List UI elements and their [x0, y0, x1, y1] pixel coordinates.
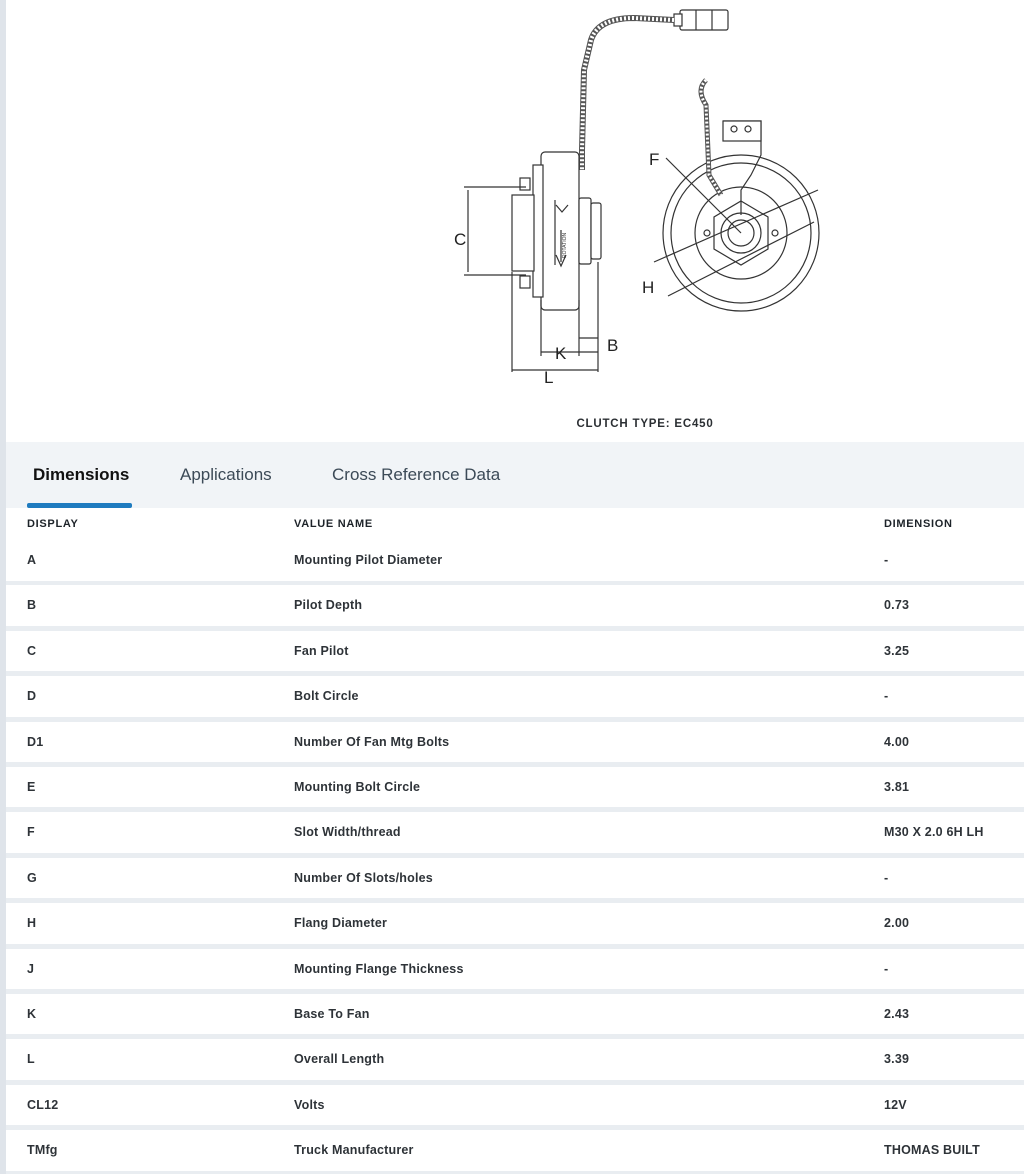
clutch-type-caption: CLUTCH TYPE: EC450 [576, 418, 714, 430]
cell-value-name: Bolt Circle [294, 689, 359, 704]
tab-bar [6, 442, 1024, 508]
cell-dimension: 3.81 [884, 779, 910, 794]
header-value-name: VALUE NAME [294, 518, 373, 530]
table-row [6, 994, 1024, 1035]
cell-dimension: 12V [884, 1097, 907, 1112]
cell-display: A [27, 553, 37, 567]
cell-value-name: Volts [294, 1097, 325, 1112]
cell-display: J [27, 961, 35, 976]
cell-dimension: 3.39 [884, 1052, 910, 1067]
cell-value-name: Mounting Flange Thickness [294, 961, 464, 976]
cell-dimension: 3.25 [884, 643, 910, 658]
rotation-text: ROTATION [562, 232, 568, 258]
cell-value-name: Fan Pilot [294, 643, 349, 658]
header-display: DISPLAY [27, 518, 79, 530]
cell-display: CL12 [27, 1097, 59, 1112]
cell-value-name: Mounting Bolt Circle [294, 779, 421, 794]
clutch-side-body [541, 152, 579, 310]
table-header [6, 508, 1024, 540]
cell-value-name: Number Of Slots/holes [294, 870, 433, 885]
tab-cross-reference-data[interactable]: Cross Reference Data [332, 465, 501, 484]
cell-value-name: Flang Diameter [294, 916, 388, 931]
cell-display: D1 [27, 734, 44, 749]
table-row [6, 858, 1024, 899]
table-row [6, 949, 1024, 990]
cell-display: F [27, 825, 35, 840]
cell-value-name: Pilot Depth [294, 598, 363, 613]
cell-display: L [27, 1052, 35, 1067]
clutch-diagram-drawing [6, 0, 1024, 442]
table-row [6, 903, 1024, 944]
table-row [6, 676, 1024, 717]
cell-dimension: - [884, 553, 889, 567]
cell-dimension: M30 X 2.0 6H LH [884, 825, 984, 840]
table-row [6, 1130, 1024, 1171]
cell-display: K [27, 1006, 37, 1021]
diagram-label-k: K [555, 344, 567, 363]
cell-dimension: 2.43 [884, 1006, 910, 1021]
table-row [6, 767, 1024, 808]
table-row [6, 540, 1024, 581]
dimensions-table [6, 508, 1024, 1171]
product-diagram [6, 0, 1024, 442]
cell-value-name: Mounting Pilot Diameter [294, 553, 443, 567]
table-row [6, 1085, 1024, 1126]
table-row [6, 722, 1024, 763]
diagram-label-c: C [454, 230, 467, 249]
cell-display: B [27, 598, 37, 613]
cell-dimension: THOMAS BUILT [884, 1143, 980, 1158]
table-row [6, 1039, 1024, 1080]
cell-dimension: - [884, 961, 889, 976]
diagram-label-h: H [642, 278, 655, 297]
cell-dimension: - [884, 870, 889, 885]
table-row [6, 812, 1024, 853]
cell-display: TMfg [27, 1143, 58, 1158]
cell-value-name: Truck Manufacturer [294, 1143, 414, 1158]
cell-dimension: - [884, 689, 889, 704]
cell-dimension: 4.00 [884, 734, 910, 749]
cell-dimension: 0.73 [884, 598, 910, 613]
wire-coil [582, 18, 674, 170]
header-dimension: DIMENSION [884, 518, 953, 530]
cell-value-name: Overall Length [294, 1052, 385, 1067]
cell-display: E [27, 779, 36, 794]
cell-display: D [27, 689, 37, 704]
diagram-label-b: B [607, 336, 619, 355]
cell-display: H [27, 916, 37, 931]
cell-value-name: Number Of Fan Mtg Bolts [294, 734, 450, 749]
table-row [6, 585, 1024, 626]
cell-dimension: 2.00 [884, 916, 910, 931]
tab-dimensions[interactable]: Dimensions [33, 465, 130, 484]
cell-value-name: Base To Fan [294, 1006, 370, 1021]
table-row [6, 631, 1024, 672]
table-body [6, 540, 1024, 1171]
cell-value-name: Slot Width/thread [294, 825, 401, 840]
diagram-label-f: F [649, 150, 660, 169]
cell-display: G [27, 870, 37, 885]
wire-connector [680, 10, 728, 30]
diagram-label-l: L [544, 368, 554, 387]
cell-display: C [27, 643, 37, 658]
tab-applications[interactable]: Applications [180, 465, 272, 484]
